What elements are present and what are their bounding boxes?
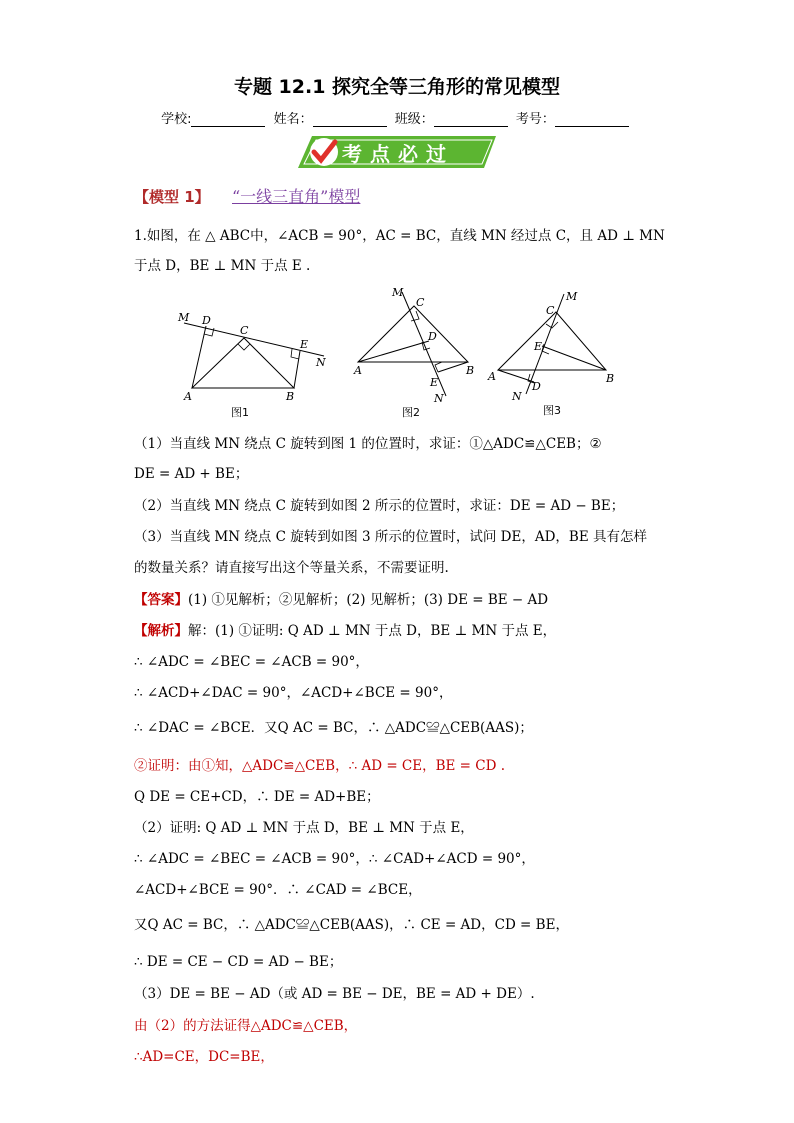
answer-label: 【答案】 — [134, 592, 188, 608]
svg-text:M: M — [392, 286, 404, 299]
svg-text:C: C — [416, 296, 425, 309]
question-1-line-2: DE = AD + BE； — [134, 466, 249, 482]
problem-line-2: 于点 D，BE ⊥ MN 于点 E . — [134, 258, 311, 274]
analysis-first: 解：(1) ①证明: Q AD ⊥ MN 于点 D，BE ⊥ MN 于点 E， — [188, 623, 557, 639]
svg-text:D: D — [202, 314, 211, 327]
name-blank[interactable] — [313, 114, 387, 127]
svg-text:N: N — [512, 390, 522, 403]
name-label: 姓名： — [273, 112, 313, 127]
svg-text:A: A — [354, 364, 362, 377]
svg-text:E: E — [430, 376, 439, 389]
svg-text:A: A — [184, 390, 192, 402]
banner-text: 考点必过 — [342, 142, 454, 166]
svg-text:N: N — [316, 356, 326, 369]
model-name: “一线三直角”模型 — [232, 187, 361, 206]
analysis-red-line: ②证明：由①知，△ADC≌△CEB，∴ AD = CE，BE = CD . — [134, 758, 506, 774]
svg-text:A: A — [488, 370, 496, 383]
svg-text:D: D — [532, 380, 541, 393]
answer-line — [134, 588, 548, 608]
analysis-line-9: 又Q AC = BC，∴ △ADC≌△CEB(AAS)，∴ CE = AD，CD = BE， — [134, 917, 569, 933]
analysis-line-3: ∴ ∠ACD+∠DAC = 90°，∠ACD+∠BCE = 90°， — [134, 685, 453, 701]
figure-1 — [174, 306, 334, 402]
analysis-line-7: ∴ ∠ADC = ∠BEC = ∠ACB = 90°，∴ ∠CAD+∠ACD = 90°， — [134, 851, 535, 867]
exam-no-blank[interactable] — [555, 114, 629, 127]
question-2: （2）当直线 MN 绕点 C 旋转到如图 2 所示的位置时，求证：DE = AD − BE； — [134, 498, 625, 514]
svg-text:B: B — [466, 364, 475, 377]
svg-text:E: E — [300, 338, 309, 351]
exam-no-label: 考号： — [515, 112, 555, 127]
class-blank[interactable] — [434, 114, 508, 127]
analysis-line-2: ∴ ∠ADC = ∠BEC = ∠ACB = 90°， — [134, 654, 369, 670]
svg-text:E: E — [534, 340, 543, 353]
svg-text:D: D — [428, 330, 437, 343]
problem-line-1: 1.如图，在 △ ABC中，∠ACB = 90°，AC = BC，直线 MN 经过点 C，且 AD ⊥ MN — [134, 228, 665, 244]
analysis-line-4: ∴ ∠DAC = ∠BCE．又Q AC = BC，∴ △ADC≌△CEB(AAS)； — [134, 720, 533, 736]
svg-text:M: M — [566, 290, 578, 303]
analysis-line-1 — [134, 619, 556, 639]
figure-2 — [350, 284, 480, 402]
page-title: 专题 12.1 探究全等三角形的常见模型 — [233, 76, 561, 98]
figure-3 — [486, 288, 616, 404]
school-blank[interactable] — [191, 114, 265, 127]
analysis-red-line-3: ∴AD=CE，DC=BE， — [134, 1049, 274, 1065]
answer-text: (1) ①见解析；②见解析；(2) 见解析；(3) DE = BE − AD — [188, 592, 549, 608]
question-3-line-2: 的数量关系？请直接写出这个等量关系，不需要证明. — [134, 560, 449, 576]
figure-2-caption: 图2 — [402, 406, 420, 419]
info-line — [0, 108, 794, 127]
analysis-red-line-2: 由（2）的方法证得△ADC≌△CEB， — [134, 1018, 358, 1034]
svg-text:C: C — [546, 304, 555, 317]
question-1-line-1: （1）当直线 MN 绕点 C 旋转到图 1 的位置时，求证：①△ADC≌△CEB；② — [134, 436, 602, 452]
analysis-label: 【解析】 — [134, 623, 188, 639]
school-label: 学校: — [161, 112, 192, 127]
figure-1-caption: 图1 — [231, 406, 249, 419]
class-label: 班级： — [394, 112, 434, 127]
question-3-line-1: （3）当直线 MN 绕点 C 旋转到如图 3 所示的位置时，试问 DE，AD，BE 具有怎样 — [134, 529, 647, 545]
analysis-line-5: Q DE = CE+CD，∴ DE = AD+BE； — [134, 789, 380, 805]
svg-text:M: M — [178, 311, 190, 324]
svg-text:B: B — [286, 390, 295, 402]
analysis-line-6: （2）证明: Q AD ⊥ MN 于点 D，BE ⊥ MN 于点 E， — [134, 820, 474, 836]
svg-text:B: B — [606, 372, 615, 385]
svg-text:N: N — [434, 392, 444, 402]
analysis-line-10: ∴ DE = CE − CD = AD − BE； — [134, 954, 343, 970]
figure-3-caption: 图3 — [543, 404, 561, 417]
analysis-line-8: ∠ACD+∠BCE = 90°．∴ ∠CAD = ∠BCE， — [134, 882, 422, 898]
svg-text:C: C — [240, 324, 249, 337]
analysis-line-11: （3）DE = BE − AD（或 AD = BE − DE，BE = AD + DE）. — [134, 986, 535, 1002]
model-label: 【模型 1】 — [134, 188, 210, 206]
